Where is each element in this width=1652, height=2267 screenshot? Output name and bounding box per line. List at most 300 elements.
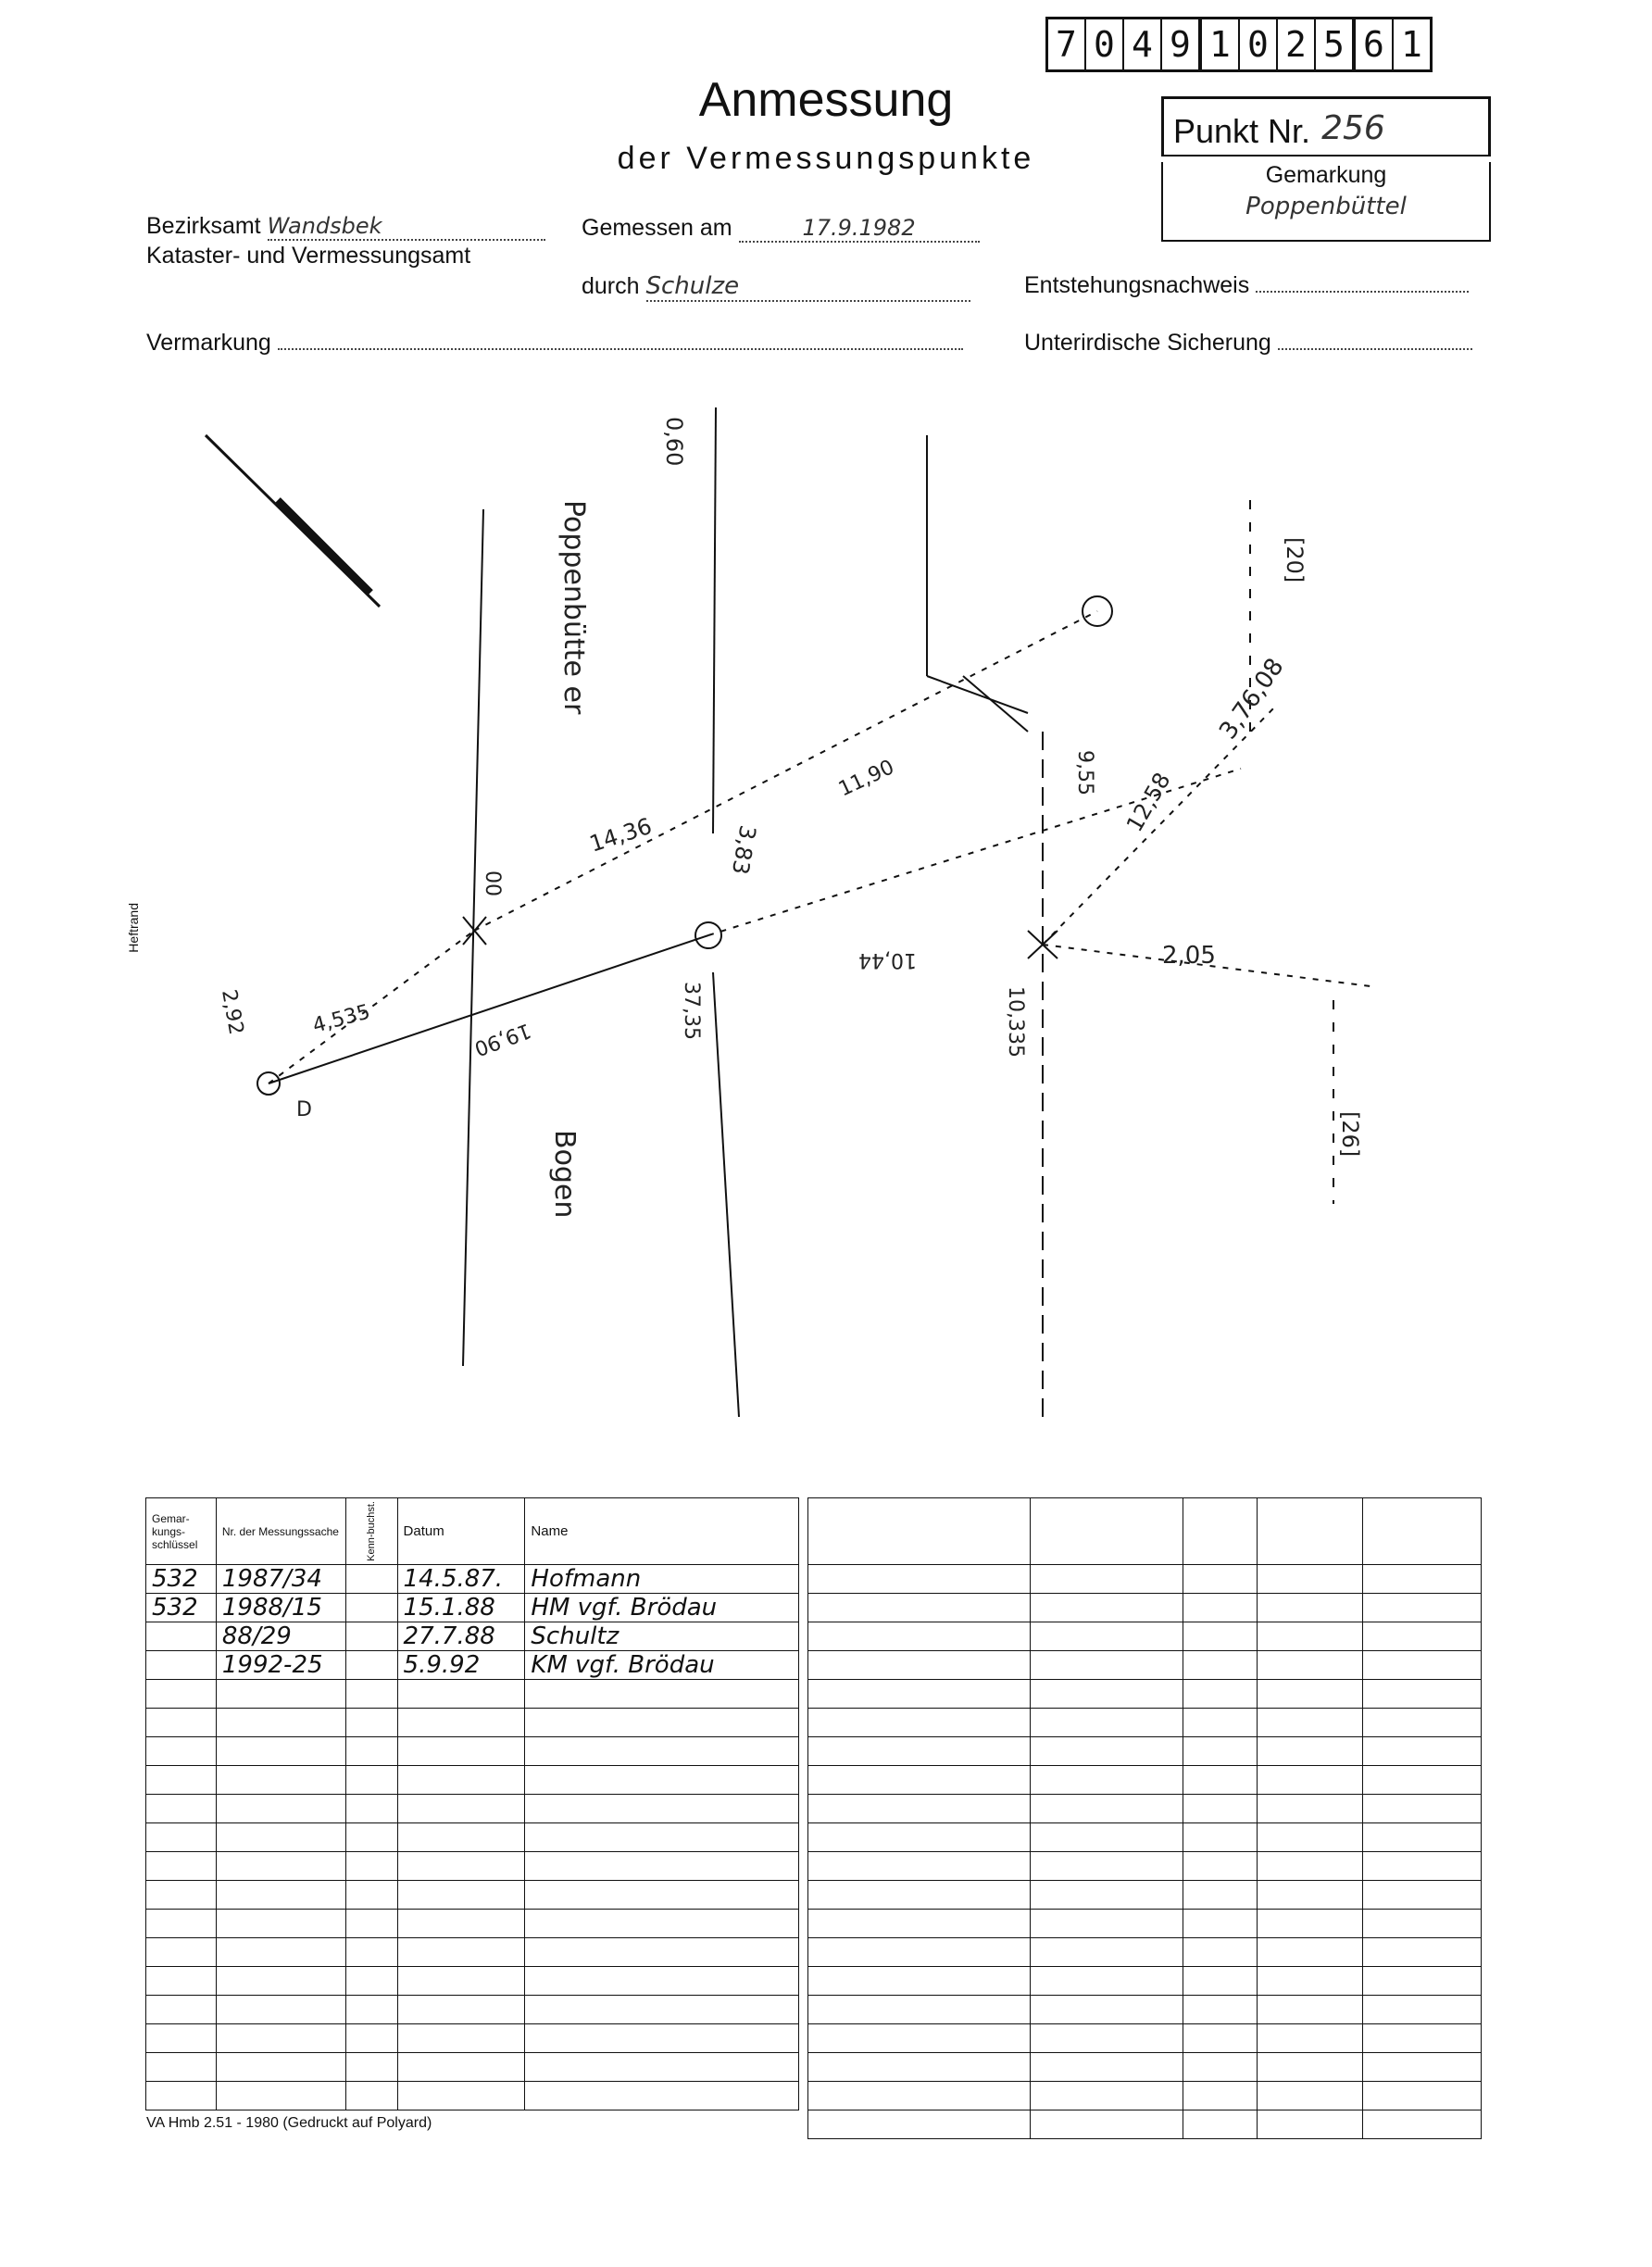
- page-subtitle: der Vermessungspunkte: [617, 141, 1035, 176]
- table-row: [808, 1766, 1482, 1795]
- table-cell: [146, 1680, 217, 1709]
- table-cell: [216, 2053, 345, 2082]
- table-row: [146, 2024, 799, 2053]
- document-number-digit: 6: [1356, 19, 1394, 69]
- document-number-digit: 0: [1086, 19, 1124, 69]
- table-cell: [808, 1938, 1031, 1967]
- table-cell: [397, 1996, 525, 2024]
- document-number-digit: 5: [1316, 19, 1356, 69]
- table-cell: [808, 1622, 1031, 1651]
- table-cell: [345, 1709, 397, 1737]
- cross-point-1: [463, 917, 486, 945]
- table-cell: [1363, 1881, 1482, 1910]
- document-number-digit: 7: [1048, 19, 1086, 69]
- measure-13: [20]: [1282, 537, 1308, 583]
- table-cell: [525, 1766, 799, 1795]
- table-cell: [1030, 1737, 1183, 1766]
- table-cell: [1363, 1967, 1482, 1996]
- table-cell: KM vgf. Brödau: [525, 1651, 799, 1680]
- table-cell: [216, 1996, 345, 2024]
- table-cell: [345, 1881, 397, 1910]
- sicherung-label: Unterirdische Sicherung: [1024, 330, 1271, 356]
- table-cell: [397, 1881, 525, 1910]
- table-cell: [216, 1766, 345, 1795]
- measure-line-8: [963, 676, 1028, 732]
- measure-10: 10,335: [1004, 986, 1027, 1058]
- table-cell: [1258, 1852, 1363, 1881]
- table-cell: [1183, 1852, 1258, 1881]
- table-cell: [397, 1795, 525, 1823]
- table-cell: [1183, 1651, 1258, 1680]
- table-cell: [1030, 1594, 1183, 1622]
- table-cell: [146, 1795, 217, 1823]
- table-cell: 14.5.87.: [397, 1565, 525, 1594]
- table-cell: [1030, 1680, 1183, 1709]
- table-cell: [345, 1737, 397, 1766]
- table-row: [146, 1795, 799, 1823]
- document-number-digit: 4: [1124, 19, 1162, 69]
- table-cell: 532: [146, 1565, 217, 1594]
- table-cell: [1183, 1498, 1258, 1565]
- table-cell: [397, 1938, 525, 1967]
- table-cell: [216, 2024, 345, 2053]
- table-cell: [1030, 1910, 1183, 1938]
- table-cell: [216, 1881, 345, 1910]
- table-row: [808, 2053, 1482, 2082]
- table-cell: [216, 2082, 345, 2110]
- table-cell: HM vgf. Brödau: [525, 1594, 799, 1622]
- table-row: [146, 1967, 799, 1996]
- table-cell: [808, 2082, 1031, 2110]
- table-row: [808, 2082, 1482, 2110]
- table-cell: [808, 1766, 1031, 1795]
- hatch-mark: [278, 500, 370, 593]
- table-row: [808, 1565, 1482, 1594]
- table-cell: [808, 1651, 1031, 1680]
- table-cell: [146, 1622, 217, 1651]
- table-cell: [1030, 1852, 1183, 1881]
- table-cell: [397, 1737, 525, 1766]
- table-cell: [345, 1910, 397, 1938]
- table-cell: [397, 2024, 525, 2053]
- table-cell: [525, 1795, 799, 1823]
- table-cell: [1030, 1823, 1183, 1852]
- table-cell: 532: [146, 1594, 217, 1622]
- header-kennbuchst: [345, 1498, 397, 1565]
- table-cell: [1030, 1881, 1183, 1910]
- table-cell: [345, 2053, 397, 2082]
- measure-14: 3,76,08: [1214, 653, 1290, 745]
- table-cell: [1030, 1709, 1183, 1737]
- heftrand-label: Heftrand: [126, 903, 141, 953]
- table-row: [146, 1622, 799, 1651]
- table-cell: [146, 2082, 217, 2110]
- header-name: Name: [525, 1498, 799, 1565]
- table-row: [146, 1938, 799, 1967]
- table-cell: [1258, 1594, 1363, 1622]
- table-cell: [1258, 1651, 1363, 1680]
- table-cell: 1987/34: [216, 1565, 345, 1594]
- table-cell: [1030, 1498, 1183, 1565]
- header-gemarkungsschluessel: Gemar-kungs-schlüssel: [146, 1498, 217, 1565]
- table-cell: [1363, 2053, 1482, 2082]
- vermarkung-label: Vermarkung: [146, 330, 271, 356]
- form-footer: VA Hmb 2.51 - 1980 (Gedruckt auf Polyard): [146, 2115, 432, 2131]
- table-cell: [808, 1737, 1031, 1766]
- table-cell: [1258, 1795, 1363, 1823]
- table-row: [808, 2110, 1482, 2139]
- gemarkung-label: Gemarkung: [1265, 162, 1387, 188]
- punkt-value: 256: [1321, 109, 1385, 147]
- table-cell: [397, 1766, 525, 1795]
- header-messungssache: Nr. der Messungssache: [216, 1498, 345, 1565]
- table-cell: [216, 1938, 345, 1967]
- table-cell: [1258, 1737, 1363, 1766]
- table-cell: [345, 1622, 397, 1651]
- table-row: [146, 1881, 799, 1910]
- document-number-digit: 9: [1162, 19, 1202, 69]
- measure-0: 0,60: [661, 417, 687, 467]
- measure-15: [26]: [1337, 1111, 1363, 1158]
- header-datum: Datum: [397, 1498, 525, 1565]
- table-cell: [1258, 1823, 1363, 1852]
- durch-value: Schulze: [646, 272, 970, 302]
- table-cell: [525, 2024, 799, 2053]
- table-cell: [808, 1680, 1031, 1709]
- table-cell: [216, 1680, 345, 1709]
- table-cell: [525, 1709, 799, 1737]
- table-cell: [1258, 1622, 1363, 1651]
- table-cell: [525, 2053, 799, 2082]
- table-cell: [345, 1680, 397, 1709]
- table-cell: [1183, 2110, 1258, 2139]
- table-cell: [1030, 2082, 1183, 2110]
- street-label-1: Poppenbütte er: [557, 500, 590, 715]
- table-cell: [808, 1967, 1031, 1996]
- table-cell: [1258, 1680, 1363, 1709]
- table-cell: [1258, 2053, 1363, 2082]
- table-cell: [1183, 1737, 1258, 1766]
- table-cell: [146, 2024, 217, 2053]
- table-cell: [146, 1709, 217, 1737]
- gemarkung-value: Poppenbüttel: [1245, 193, 1407, 220]
- measure-line-1: [269, 931, 474, 1083]
- bezirksamt-value: Wandsbek: [268, 213, 545, 241]
- table-cell: [146, 1852, 217, 1881]
- table-cell: [1363, 1996, 1482, 2024]
- table-cell: [808, 1823, 1031, 1852]
- table-row: [146, 1852, 799, 1881]
- table-cell: [146, 1938, 217, 1967]
- table-row: [146, 1823, 799, 1852]
- table-cell: [1258, 1996, 1363, 2024]
- table-row: [808, 1996, 1482, 2024]
- table-cell: [1258, 2110, 1363, 2139]
- table-cell: [808, 1910, 1031, 1938]
- table-cell: [808, 1996, 1031, 2024]
- table-cell: 1992-25: [216, 1651, 345, 1680]
- table-row: [808, 1498, 1482, 1565]
- table-cell: [808, 1565, 1031, 1594]
- table-cell: [1183, 2053, 1258, 2082]
- table-cell: [146, 1881, 217, 1910]
- measure-3: 11,90: [834, 756, 898, 802]
- table-row: [146, 1565, 799, 1594]
- table-cell: [1183, 2082, 1258, 2110]
- table-cell: [1183, 1938, 1258, 1967]
- table-cell: [1363, 1823, 1482, 1852]
- measure-2: 00: [481, 870, 504, 896]
- measure-1: 14,36: [586, 812, 656, 858]
- measure-16: 2,92: [217, 987, 248, 1037]
- table-row: [146, 1996, 799, 2024]
- table-row: [146, 1594, 799, 1622]
- table-cell: [216, 1709, 345, 1737]
- table-cell: 15.1.88: [397, 1594, 525, 1622]
- table-cell: [1258, 1881, 1363, 1910]
- table-cell: [1363, 2024, 1482, 2053]
- table-cell: [1183, 1823, 1258, 1852]
- table-row: [808, 1852, 1482, 1881]
- point-d-label: D: [296, 1098, 312, 1121]
- table-cell: Hofmann: [525, 1565, 799, 1594]
- table-row: [808, 1709, 1482, 1737]
- table-cell: Schultz: [525, 1622, 799, 1651]
- table-cell: [1183, 1996, 1258, 2024]
- table-cell: [345, 1766, 397, 1795]
- table-cell: [808, 1852, 1031, 1881]
- table-cell: [1363, 1651, 1482, 1680]
- table-row: [146, 1910, 799, 1938]
- table-cell: [808, 1709, 1031, 1737]
- table-cell: [525, 1910, 799, 1938]
- table-cell: [525, 1938, 799, 1967]
- table-cell: [1363, 1737, 1482, 1766]
- measure-11: 2,05: [1162, 942, 1216, 970]
- table-cell: [525, 1680, 799, 1709]
- table-cell: [216, 1823, 345, 1852]
- table-cell: [146, 1967, 217, 1996]
- table-cell: [345, 1594, 397, 1622]
- table-cell: [1183, 1709, 1258, 1737]
- table-cell: [1363, 1766, 1482, 1795]
- table-cell: [808, 2024, 1031, 2053]
- table-cell: 1988/15: [216, 1594, 345, 1622]
- table-cell: [345, 1852, 397, 1881]
- table-cell: [397, 1709, 525, 1737]
- table-cell: [1183, 1795, 1258, 1823]
- table-cell: [216, 1737, 345, 1766]
- table-cell: [345, 1823, 397, 1852]
- table-cell: [345, 2024, 397, 2053]
- table-row: [808, 1795, 1482, 1823]
- street-line-mid-bottom: [713, 972, 739, 1417]
- table-cell: [216, 1852, 345, 1881]
- table-row: [808, 1823, 1482, 1852]
- table-cell: [1363, 1852, 1482, 1881]
- table-cell: [1363, 1938, 1482, 1967]
- table-cell: [397, 2082, 525, 2110]
- table-cell: [1258, 1766, 1363, 1795]
- table-cell: [1258, 1498, 1363, 1565]
- table-cell: [146, 1766, 217, 1795]
- table-cell: [1030, 2053, 1183, 2082]
- table-cell: [525, 1967, 799, 1996]
- table-cell: [216, 1795, 345, 1823]
- table-cell: [1363, 1680, 1482, 1709]
- street-label-2: Bogen: [548, 1130, 581, 1219]
- table-row: [808, 1680, 1482, 1709]
- table-cell: [1363, 1498, 1482, 1565]
- measure-5: 12,58: [1120, 768, 1176, 836]
- table-cell: [146, 1651, 217, 1680]
- table-cell: [1183, 1881, 1258, 1910]
- table-cell: [808, 1498, 1031, 1565]
- table-cell: [1183, 1967, 1258, 1996]
- page-title: Anmessung: [698, 73, 954, 127]
- table-cell: [397, 1823, 525, 1852]
- table-cell: [808, 2110, 1031, 2139]
- measure-6: 4,535: [310, 1000, 373, 1038]
- table-cell: [808, 1594, 1031, 1622]
- document-number-digit: 1: [1401, 24, 1422, 65]
- table-row: [808, 1622, 1482, 1651]
- table-cell: [345, 1938, 397, 1967]
- table-cell: [1183, 1766, 1258, 1795]
- table-cell: [345, 1651, 397, 1680]
- table-row: [808, 1651, 1482, 1680]
- gemessen-value: 17.9.1982: [739, 215, 980, 243]
- street-line-mid-top: [713, 407, 716, 833]
- table-cell: [1030, 1766, 1183, 1795]
- table-cell: [1183, 1622, 1258, 1651]
- table-cell: [525, 1823, 799, 1852]
- header-kennbuchst-text: Kenn-buchst.: [366, 1501, 378, 1561]
- durch-label: durch: [582, 273, 640, 299]
- table-cell: [1030, 1996, 1183, 2024]
- table-cell: [1258, 1910, 1363, 1938]
- table-cell: [345, 1795, 397, 1823]
- table-cell: [345, 2082, 397, 2110]
- table-cell: [397, 1680, 525, 1709]
- table-cell: [146, 1996, 217, 2024]
- measure-12: 9,55: [1073, 750, 1096, 795]
- table-cell: [525, 2082, 799, 2110]
- table-cell: [1363, 1709, 1482, 1737]
- entstehung-label: Entstehungsnachweis: [1024, 272, 1250, 298]
- table-cell: [1183, 1594, 1258, 1622]
- table-row: [146, 1709, 799, 1737]
- table-row: [808, 1594, 1482, 1622]
- table-cell: [1363, 1910, 1482, 1938]
- table-cell: [1363, 2110, 1482, 2139]
- table-cell: [1363, 1795, 1482, 1823]
- table-cell: [1030, 1967, 1183, 1996]
- table-cell: [1183, 2024, 1258, 2053]
- table-cell: [525, 1737, 799, 1766]
- table-cell: [1363, 2082, 1482, 2110]
- measurement-table: [145, 1497, 799, 2110]
- table-cell: [345, 1565, 397, 1594]
- table-cell: [525, 1852, 799, 1881]
- gemessen-label: Gemessen am: [582, 215, 732, 241]
- table-row: [146, 2053, 799, 2082]
- table-cell: [1183, 1910, 1258, 1938]
- table-cell: [397, 1967, 525, 1996]
- table-cell: [345, 1967, 397, 1996]
- table-cell: [146, 1737, 217, 1766]
- table-row: [808, 1737, 1482, 1766]
- measure-line-5: [1043, 704, 1278, 945]
- table-cell: [1030, 1622, 1183, 1651]
- table-cell: [216, 1910, 345, 1938]
- table-cell: [808, 2053, 1031, 2082]
- table-cell: [525, 1881, 799, 1910]
- table-cell: [1258, 2024, 1363, 2053]
- measure-8: 37,35: [680, 982, 703, 1040]
- table-cell: [808, 1795, 1031, 1823]
- bezirksamt-label: Bezirksamt: [146, 213, 261, 239]
- table-cell: 5.9.92: [397, 1651, 525, 1680]
- table-row: [808, 2024, 1482, 2053]
- measure-4: 3,83: [726, 822, 761, 877]
- table-row: [146, 1651, 799, 1680]
- table-cell: [525, 1996, 799, 2024]
- table-cell: [1030, 1651, 1183, 1680]
- table-cell: [1258, 2082, 1363, 2110]
- table-cell: [1183, 1680, 1258, 1709]
- table-cell: [1363, 1594, 1482, 1622]
- table-cell: [1258, 1967, 1363, 1996]
- table-cell: [1363, 1565, 1482, 1594]
- table-row: [146, 1680, 799, 1709]
- table-row: [808, 1938, 1482, 1967]
- punkt-label: Punkt Nr.: [1173, 112, 1311, 150]
- table-cell: [146, 1910, 217, 1938]
- table-cell: [1258, 1938, 1363, 1967]
- table-cell: [1030, 1795, 1183, 1823]
- blank-table: [807, 1497, 1482, 2139]
- kataster-label: Kataster- und Vermessungsamt: [146, 243, 471, 269]
- table-cell: [397, 2053, 525, 2082]
- table-cell: [1363, 1622, 1482, 1651]
- table-cell: [1183, 1565, 1258, 1594]
- table-row: [808, 1881, 1482, 1910]
- table-cell: 27.7.88: [397, 1622, 525, 1651]
- document-number-digit: 1: [1202, 19, 1240, 69]
- table-cell: [1030, 2024, 1183, 2053]
- table-row: [146, 2082, 799, 2110]
- table-cell: [345, 1996, 397, 2024]
- table-cell: [808, 1881, 1031, 1910]
- table-cell: [1030, 2110, 1183, 2139]
- table-cell: [1030, 1565, 1183, 1594]
- table-cell: 88/29: [216, 1622, 345, 1651]
- table-row: [146, 1737, 799, 1766]
- document-number-digit: 2: [1278, 19, 1316, 69]
- measure-9: 10,44: [858, 948, 917, 971]
- table-cell: [216, 1967, 345, 1996]
- measure-line-7: [927, 676, 1028, 713]
- table-row: [808, 1910, 1482, 1938]
- table-cell: [397, 1852, 525, 1881]
- table-cell: [1030, 1938, 1183, 1967]
- table-row: [808, 1967, 1482, 1996]
- measure-7: 19,90: [470, 1018, 534, 1060]
- table-cell: [146, 2053, 217, 2082]
- table-cell: [146, 1823, 217, 1852]
- table-cell: [1258, 1709, 1363, 1737]
